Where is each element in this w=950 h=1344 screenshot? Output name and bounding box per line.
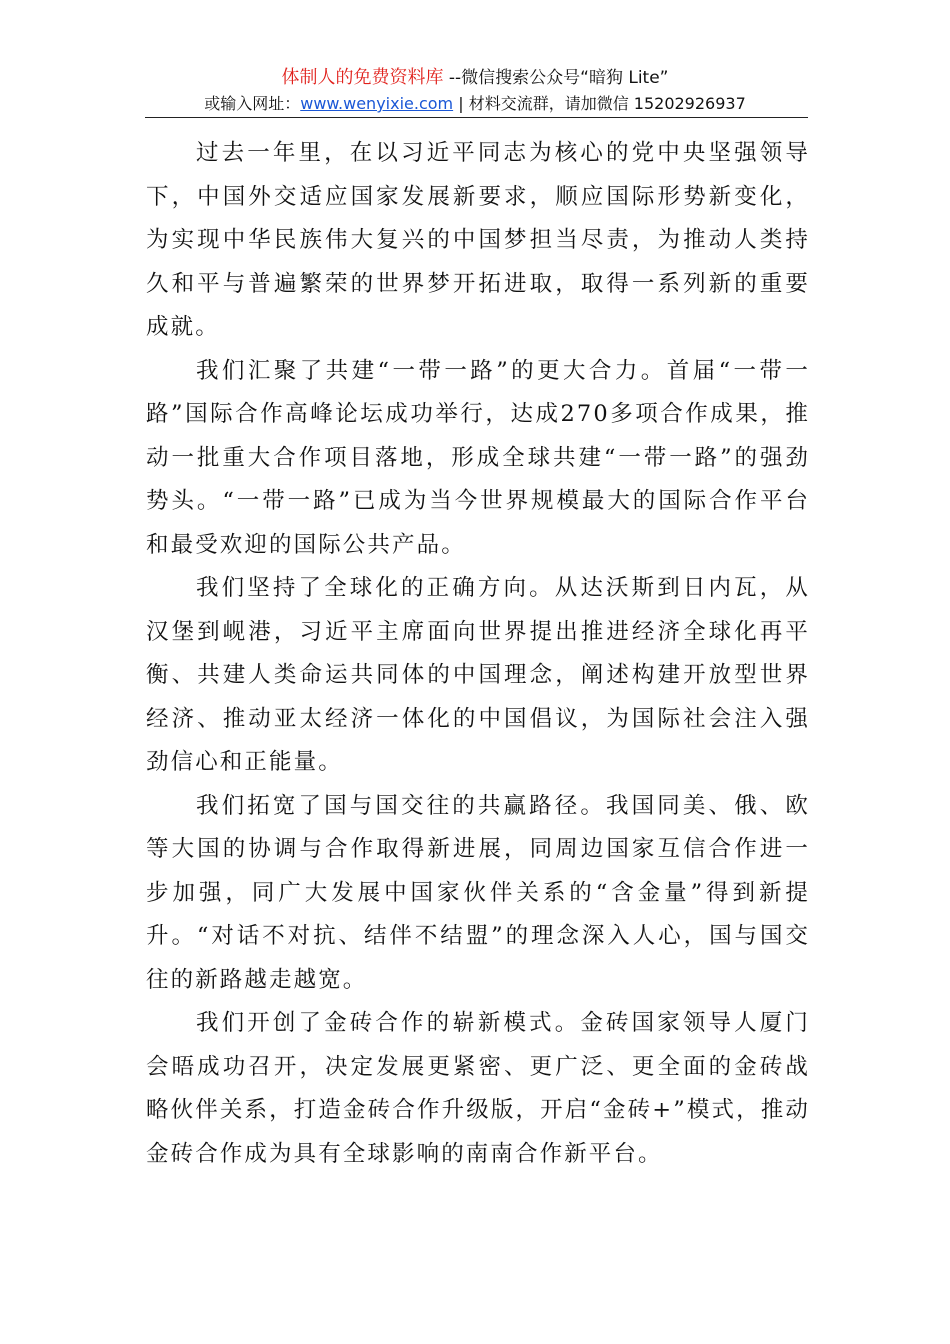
- header-contact-line: [0, 92, 950, 116]
- paragraph-5: 我们开创了金砖合作的崭新模式。金砖国家领导人厦门会晤成功召开，决定发展更紧密、更广泛、更全面的金砖战略伙伴关系，打造金砖合作升级版，开启“金砖+”模式，推动金砖合作成为具有全球影响的南南合作新平台。: [146, 1010, 810, 1167]
- document-header: [0, 66, 950, 116]
- contact-info: 材料交流群，请加微信 15202926937: [468, 94, 746, 113]
- header-separator: |: [453, 94, 469, 113]
- header-tagline: --微信搜索公众号“暗狗 Lite”: [443, 68, 669, 88]
- header-title-line: [0, 66, 950, 90]
- url-prefix: 或输入网址：: [204, 94, 301, 113]
- header-divider: [145, 117, 808, 118]
- paragraph-3: 我们坚持了全球化的正确方向。从达沃斯到日内瓦，从汉堡到岘港，习近平主席面向世界提出推进经济全球化再平衡、共建人类命运共同体的中国理念，阐述构建开放型世界经济、推动亚太经济一体化的中国倡议，为国际社会注入强劲信心和正能量。: [146, 575, 810, 775]
- website-link[interactable]: www.wenyixie.com: [300, 94, 454, 113]
- brand-name: 体制人的免费资料库: [281, 67, 444, 88]
- paragraph-1: 过去一年里，在以习近平同志为核心的党中央坚强领导下，中国外交适应国家发展新要求，顺应国际形势新变化，为实现中华民族伟大复兴的中国梦担当尽责，为推动人类持久和平与普遍繁荣的世界梦开拓进取，取得一系列新的重要成就。: [146, 140, 810, 340]
- paragraph-4: 我们拓宽了国与国交往的共赢路径。我国同美、俄、欧等大国的协调与合作取得新进展，同周边国家互信合作进一步加强，同广大发展中国家伙伴关系的“含金量”得到新提升。“对话不对抗、结伴不结盟”的理念深入人心，国与国交往的新路越走越宽。: [146, 792, 810, 993]
- document-body: [146, 132, 810, 1176]
- paragraph-2: 我们汇聚了共建“一带一路”的更大合力。首届“一带一路”国际合作高峰论坛成功举行，达成270多项合作成果，推动一批重大合作项目落地，形成全球共建“一带一路”的强劲势头。“一带一路”已成为当今世界规模最大的国际合作平台和最受欢迎的国际公共产品。: [146, 357, 810, 558]
